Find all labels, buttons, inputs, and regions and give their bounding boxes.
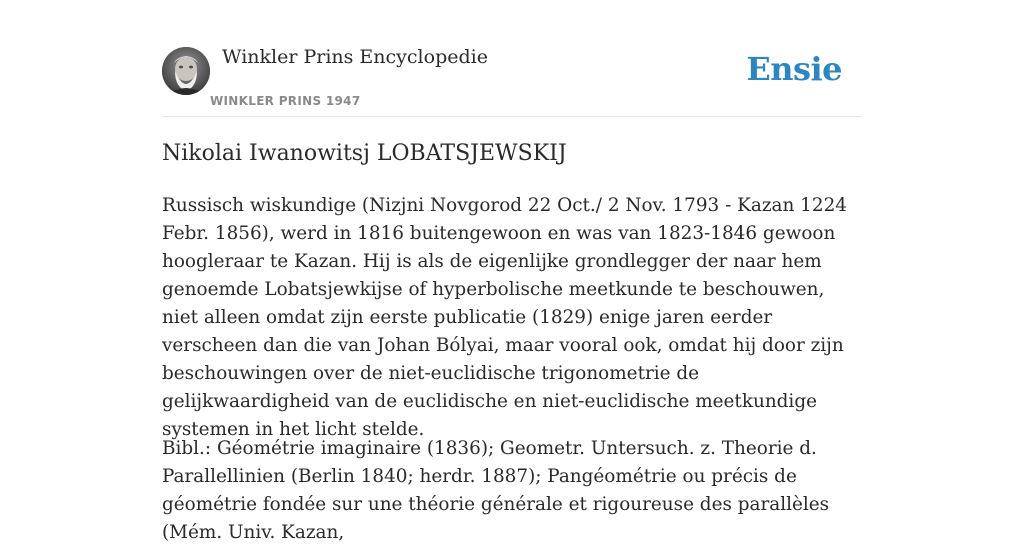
source-title[interactable]: Winkler Prins Encyclopedie [222, 46, 488, 68]
portrait-avatar-icon[interactable] [162, 47, 210, 95]
bibliography-paragraph: Bibl.: Géométrie imaginaire (1836); Geometr. Untersuch. z. Theorie d. Parallellinien (Berlin 1840; herdr. 1887); Pangéométrie ou précis de géométrie fondée sur une théorie générale et rigoureuse des parallèles (Mém. Univ. Kazan, [162, 438, 830, 543]
source-header [162, 0, 862, 117]
page [162, 0, 862, 543]
article-paragraph: Russisch wiskundige (Nizjni Novgorod 22 Oct./ 2 Nov. 1793 - Kazan 1224 Febr. 1856), werd in 1816 buitengewoon en was van 1823-1846 gewoon hoogleraar te Kazan. Hij is als de eigenlijke grondlegger der naar hem genoemde Lobatsjewkijse of hyperbolische meetkunde te beschouwen, niet alleen omdat zijn eerste publicatie (1829) enige jaren eerder verscheen dan die van Johan Bólyai, maar vooral ook, omdat hij door zijn beschouwingen over de niet-euclidische trigonometrie de gelijkwaardigheid van de euclidische en niet-euclidische meetkundige systemen in het licht stelde. [162, 195, 847, 440]
ensie-logo-link[interactable]: Ensie [746, 50, 842, 88]
article-title: Nikolai Iwanowitsj LOBATSJEWSKIJ [162, 141, 567, 166]
source-subtitle: WINKLER PRINS 1947 [210, 94, 361, 108]
